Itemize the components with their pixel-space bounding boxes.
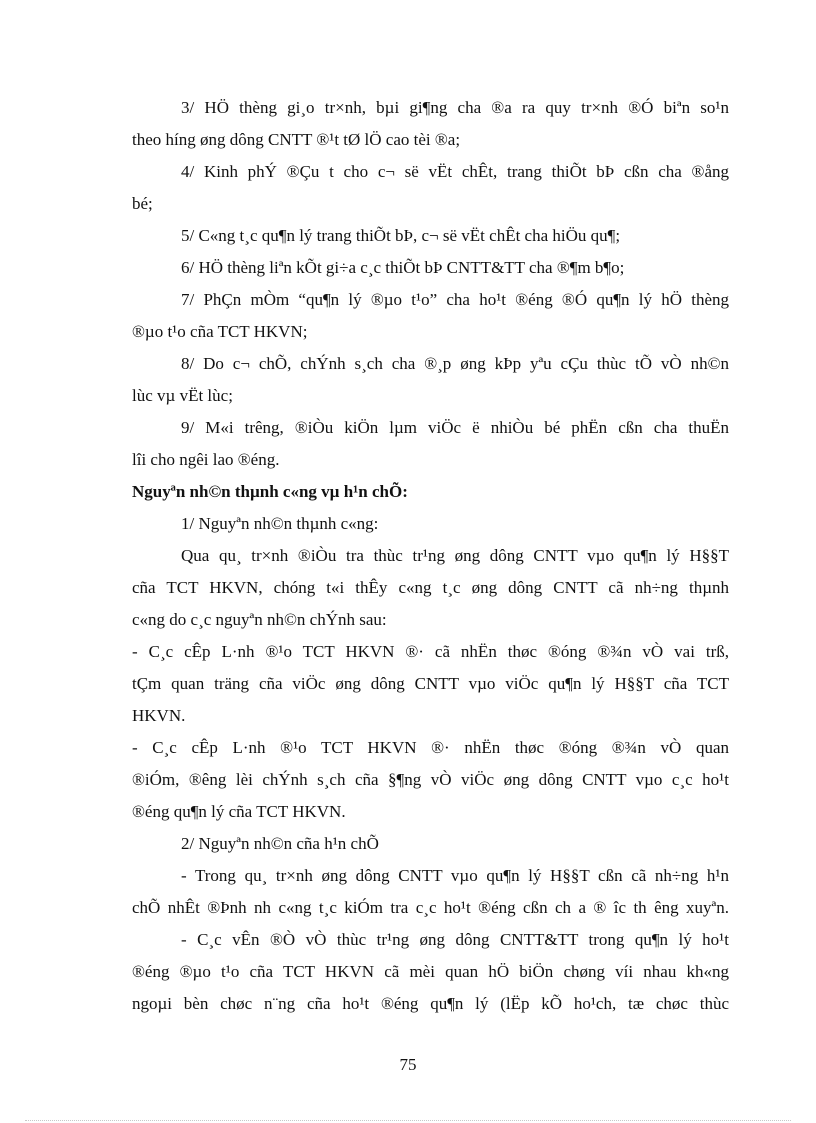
paragraph-line: 7/ PhÇn mÒm “qu¶n lý ®µo t¹o” cha ho¹t ®éng ®Ó qu¶n lý hÖ thèng	[181, 290, 729, 309]
paragraph-line: 3/ HÖ thèng gi¸o tr×nh, bµi gi¶ng cha ®a ra quy tr×nh ®Ó biªn so¹n	[181, 98, 729, 117]
paragraph-line: theo híng øng dông CNTT ®¹t tØ lÖ cao tèi ®a;	[132, 130, 461, 149]
paragraph-line: bé;	[132, 194, 153, 213]
paragraph-line: 8/ Do c¬ chÕ, chÝnh s¸ch cha ®¸p øng kÞp yªu cÇu thùc tÕ vÒ nh©n	[181, 354, 729, 373]
bullet-line: - C¸c cÊp L·nh ®¹o TCT HKVN ®· nhËn thøc ®óng ®¾n vÒ quan	[132, 738, 729, 757]
paragraph-line: Qua qu¸ tr×nh ®iÒu tra thùc tr¹ng øng dông CNTT vµo qu¶n lý H§§T	[181, 546, 729, 565]
paragraph-line: 2/ Nguyªn nh©n cña h¹n chÕ	[181, 834, 379, 853]
paragraph-line: chÕ nhÊt ®Þnh nh c«ng t¸c kiÓm tra c¸c ho¹t ®éng cßn ch a ® îc th êng xuyªn.	[132, 898, 729, 917]
paragraph-line: lùc vµ vËt lùc;	[132, 386, 233, 405]
section-heading: Nguyªn nh©n thµnh c«ng vµ h¹n chÕ:	[132, 482, 408, 501]
paragraph-line: 1/ Nguyªn nh©n thµnh c«ng:	[181, 514, 379, 533]
paragraph-line: ®µo t¹o cña TCT HKVN;	[132, 322, 308, 341]
paragraph-line: HKVN.	[132, 706, 186, 725]
paragraph-line: cña TCT HKVN, chóng t«i thÊy c«ng t¸c øng dông CNTT cã nh÷ng thµnh	[132, 578, 729, 597]
paragraph-line: - Trong qu¸ tr×nh øng dông CNTT vµo qu¶n lý H§§T cßn cã nh÷ng h¹n	[181, 866, 729, 885]
page-number: 75	[399, 1055, 417, 1074]
paragraph-line: ngoµi bèn chøc n¨ng cña ho¹t ®éng qu¶n lý (lËp kÕ ho¹ch, tæ chøc thùc	[132, 994, 729, 1013]
page-bottom-divider	[25, 1120, 791, 1121]
paragraph-line: 6/ HÖ thèng liªn kÕt gi÷a c¸c thiÕt bÞ CNTT&TT cha ®¶m b¶o;	[181, 258, 625, 277]
paragraph-line: ®éng qu¶n lý cña TCT HKVN.	[132, 802, 346, 821]
paragraph-line: ®éng ®µo t¹o cña TCT HKVN cã mèi quan hÖ biÖn chøng víi nhau kh«ng	[132, 962, 729, 981]
paragraph-line: tÇm quan träng cña viÖc øng dông CNTT vµo viÖc qu¶n lý H§§T cña TCT	[132, 674, 729, 693]
paragraph-line: c«ng do c¸c nguyªn nh©n chÝnh sau:	[132, 610, 387, 629]
bullet-line: - C¸c cÊp L·nh ®¹o TCT HKVN ®· cã nhËn thøc ®óng ®¾n vÒ vai trß,	[132, 642, 729, 661]
paragraph-line: ®iÓm, ®êng lèi chÝnh s¸ch cña §¶ng vÒ viÖc øng dông CNTT vµo c¸c ho¹t	[132, 770, 729, 789]
paragraph-line: 9/ M«i trêng, ®iÒu kiÖn lµm viÖc ë nhiÒu bé phËn cßn cha thuËn	[181, 418, 729, 437]
paragraph-line: lîi cho ngêi lao ®éng.	[132, 450, 280, 469]
paragraph-line: 4/ Kinh phÝ ®Çu t cho c¬ së vËt chÊt, trang thiÕt bÞ cßn cha ®ång	[181, 162, 729, 181]
paragraph-line: - C¸c vÊn ®Ò vÒ thùc tr¹ng øng dông CNTT&TT trong qu¶n lý ho¹t	[181, 930, 729, 949]
paragraph-line: 5/ C«ng t¸c qu¶n lý trang thiÕt bÞ, c¬ së vËt chÊt cha hiÖu qu¶;	[181, 226, 621, 245]
